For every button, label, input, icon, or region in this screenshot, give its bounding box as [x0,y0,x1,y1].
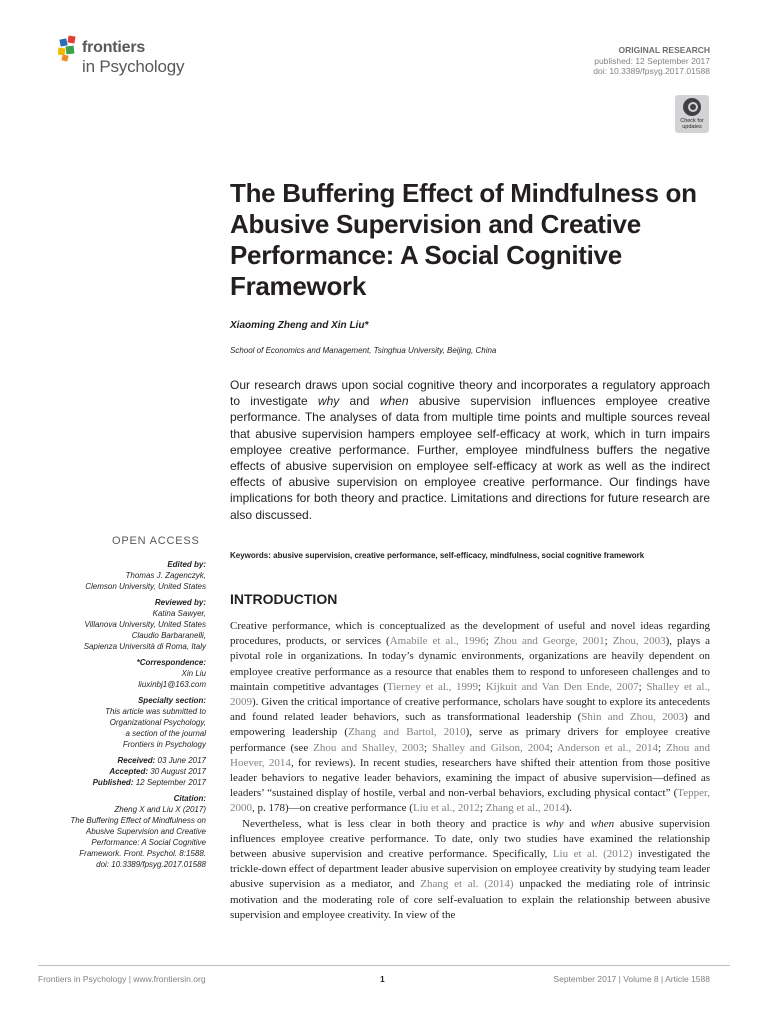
authors[interactable]: Xiaoming Zheng and Xin Liu* [230,320,369,331]
accepted-value: 30 August 2017 [150,767,206,776]
received-value: 03 June 2017 [157,756,206,765]
body-text-run: ; [479,802,486,815]
check-for-updates-button[interactable] [675,95,709,133]
citation-link[interactable]: Shin and Zhou, 2003 [581,711,685,724]
specialty-section-label: Specialty section: [137,696,206,705]
body-text-run: ; [604,635,613,648]
specialty-line: Frontiers in Psychology [122,740,206,749]
citation-link[interactable]: Tierney et al., 1999 [386,680,479,693]
citation-link[interactable]: Zhang et al., 2014 [485,802,566,815]
check-updates-icon [683,98,701,116]
published-date-sidebar [50,777,206,788]
intro-paragraph-1 [230,619,710,817]
body-text-run: ). Given the critical importance of creative performance, scholars have sought to explore its antecedents and found related leader behaviors, such as transformational leadership ( [230,696,710,724]
citation-link[interactable]: Amabile et al., 1996 [389,635,486,648]
abstract-text-2: and [339,394,380,409]
citation-line: Zheng X and Liu X (2017) [114,805,206,814]
body-text-run: and [563,817,591,830]
received-label: Received: [117,756,156,765]
edited-by-label: Edited by: [167,560,206,569]
published-label: Published: [92,778,134,787]
correspondence-label: *Correspondence: [136,658,206,667]
journal-logo[interactable] [58,35,218,83]
correspondence-name: Xin Liu [181,669,206,678]
editor-affiliation: Clemson University, United States [85,582,206,591]
section-heading-introduction: INTRODUCTION [230,591,338,607]
citation-label: Citation: [173,794,206,803]
body-text-run: ). [565,802,572,815]
intro-paragraph-2 [230,817,710,923]
body-text-run: ; [638,680,647,693]
abstract-emphasis-when: when [379,394,409,409]
reviewer-name[interactable]: Claudio Barbaranelli, [131,631,206,640]
footer-divider [38,965,730,966]
citation-link[interactable]: Tepper, 2000 [230,787,710,815]
keywords: Keywords: abusive supervision, creative performance, self-efficacy, mindfulness, social cognitive framework [230,551,645,560]
introduction-body [230,619,710,923]
body-text-run: ), serve as primary drivers for employee creative performance (see [230,726,710,754]
published-value: 12 September 2017 [135,778,206,787]
citation-line: The Buffering Effect of Mindfulness on [70,816,206,825]
citation-link[interactable]: Zhou and Shalley, 2003 [313,741,425,754]
citation-link[interactable]: Liu et al., 2012 [412,802,480,815]
citation-link[interactable]: Shalley et al., 2009 [230,680,710,709]
abstract-text-3: abusive supervision influences employee creative performance. The analyses of data from multiple time points and multiple sources reveal that abusive supervision hampers employee self-efficacy at work, which in turn impairs employee creative performance. Further, employee mindfulness buffers the negative effects of abusive supervision on employee self-efficacy at work as well as the indirect effects of abusive supervision on employee creative performance. Our findings have implications for both theory and practice. Limitations and directions for future research are also discussed. [230,394,710,522]
body-text-run: ; [485,635,494,648]
citation-link[interactable]: Zhou and George, 2001 [493,635,605,648]
article-meta [593,45,710,77]
editor-name[interactable]: Thomas J. Zagenczyk, [125,571,206,580]
journal-name: in Psychology [82,57,185,76]
citation-link[interactable]: Zhang et al. (2014) [420,878,514,891]
body-text-run: , p. 178)—on creative performance ( [252,802,413,815]
body-text-run: , for reviews). In recent studies, researchers have shifted their attention from those positive leader behaviors to negative leader behaviors, examining the impact of abusive supervision—defined as leaders’ “sustained display of hostile, verbal and non-verbal behaviors, excluding physical contact” ( [230,756,710,800]
footer-journal-link[interactable]: Frontiers in Psychology | www.frontiersin.org [38,974,206,984]
page-number: 1 [380,974,385,984]
footer-issue-info: September 2017 | Volume 8 | Article 1588 [553,974,710,984]
check-updates-label: Check for updates [680,118,704,130]
frontiers-logo-icon [58,35,80,63]
specialty-line: a section of the journal [125,729,206,738]
citation-doi-link[interactable]: doi: 10.3389/fpsyg.2017.01588 [96,860,206,869]
accepted-label: Accepted: [109,767,149,776]
received-date [50,755,206,766]
body-text-run: ; [658,741,666,754]
body-text-run: ; [478,680,486,693]
abstract-emphasis-why: why [317,394,340,409]
reviewer-affiliation: Villanova University, United States [84,620,206,629]
body-text-run: unpacked the mediating role of intrinsic motivation and the moderating role of core self-evaluation to explain the relationship between abusive supervision and employee creativity. In view of the [230,878,711,921]
citation-link[interactable]: Zhou, 2003 [612,635,666,648]
reviewer-affiliation: Sapienza Università di Roma, Italy [83,642,206,651]
emphasis-text: why [545,817,564,830]
citation-link[interactable]: Zhou and Hoever, 2014 [230,741,711,769]
citation-line: Framework. Front. Psychol. 8:1588. [79,849,206,858]
affiliation: School of Economics and Management, Tsinghua University, Beijing, China [230,346,497,355]
article-type: ORIGINAL RESEARCH [618,45,710,55]
emphasis-text: when [590,817,615,830]
body-text-run: ; [549,741,558,754]
brand-name: frontiers [82,39,146,56]
citation-link[interactable]: Kijkuit and Van Den Ende, 2007 [485,680,639,693]
doi-link[interactable]: doi: 10.3389/fpsyg.2017.01588 [593,66,710,76]
citation-link[interactable]: Anderson et al., 2014 [557,741,658,754]
body-text-run: ) and empowering leadership ( [230,711,710,739]
specialty-line: This article was submitted to [105,707,206,716]
reviewed-by-label: Reviewed by: [154,598,206,607]
citation-link[interactable]: Zhang and Bartol, 2010 [348,726,466,739]
body-text-run: ), plays a pivotal role in organizations. In today’s dynamic environments, organizations are heavily dependent on employee creative performance as a resource that enables them to respond to unforeseen challenges and to maintain competitive advantages ( [230,635,711,693]
article-info-sidebar [50,559,206,870]
body-text-run: Nevertheless, what is less clear in both theory and practice is [242,817,546,830]
specialty-line: Organizational Psychology, [109,718,206,727]
correspondence-email-link[interactable]: liuxinbj1@163.com [138,680,206,689]
citation-link[interactable]: Liu et al. (2012) [552,848,633,861]
citation-line: Performance: A Social Cognitive [91,838,206,847]
citation-line: Abusive Supervision and Creative [85,827,206,836]
body-text-run: investigated the trickle-down effect of department leader abusive supervision on employee creativity by studying team leader abusive supervision as a mediator, and [230,848,710,891]
accepted-date [50,766,206,777]
abstract [230,377,710,523]
article-title: The Buffering Effect of Mindfulness on Abusive Supervision and Creative Performance: A Social Cognitive Framework [230,178,697,301]
body-text-run: ; [424,741,432,754]
body-text-run: abusive supervision influences employee creative performance. To date, only two studies have examined the relationship between abusive supervision and creative performance. Specifically, [230,817,710,861]
citation-link[interactable]: Shalley and Gilson, 2004 [432,741,550,754]
abstract-text-1: Our research draws upon social cognitive theory and incorporates a regulatory approach to investigate [230,378,710,409]
open-access-label: OPEN ACCESS [112,535,200,547]
body-text-run: Creative performance, which is conceptualized as the development of useful and novel ideas regarding procedures, products, or services ( [230,620,710,648]
published-date: published: 12 September 2017 [594,55,710,66]
reviewer-name[interactable]: Katina Sawyer, [152,609,206,618]
